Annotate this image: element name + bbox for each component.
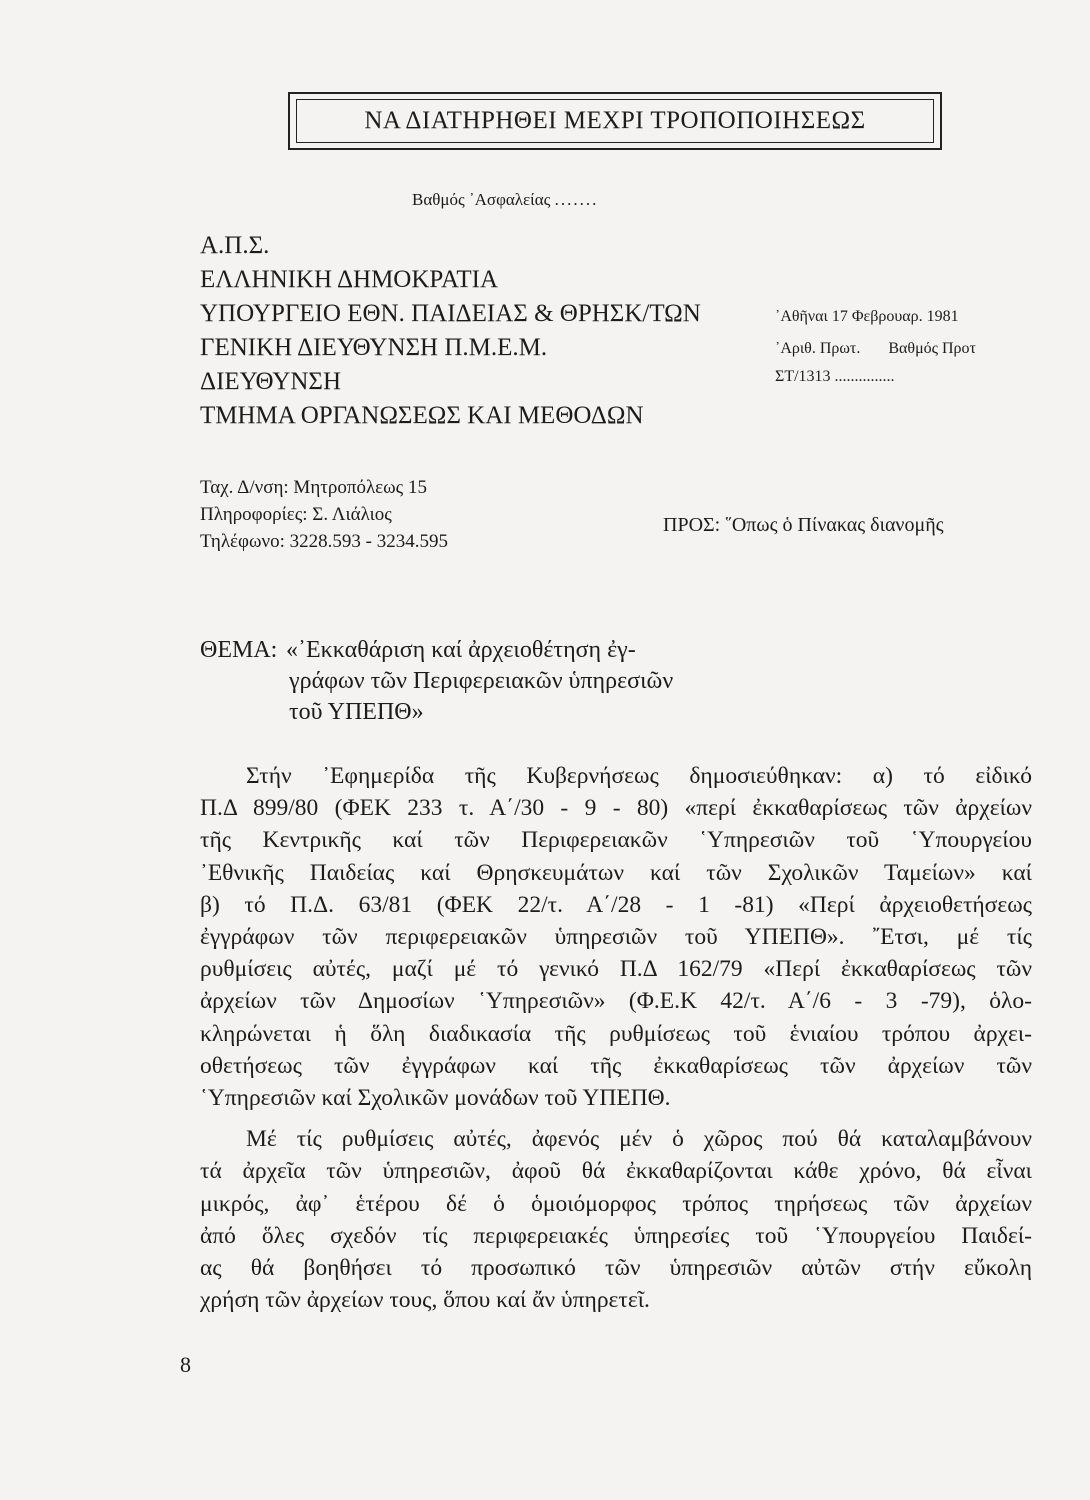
contact-phone: Τηλέφωνο: 3228.593 - 3234.595 [200, 531, 448, 552]
page-number: 8 [180, 1352, 191, 1377]
protocol-labels [775, 340, 976, 358]
body-paragraph-2 [200, 1123, 1032, 1316]
header-line-directorate: ΔΙΕΥΘΥΝΣΗ [200, 368, 342, 395]
header-line-republic: ΕΛΛΗΝΙΚΗ ΔΗΜΟΚΡΑΤΙΑ [200, 266, 498, 293]
recipient: ΠΡΟΣ: ῞Οπως ὁ Πίνακας διανομῆς [663, 514, 944, 536]
body-line: Στήν ᾽Εφημερίδα τῆς Κυβερνήσεως δημοσιεύθηκαν: α) τό εἰδικό [246, 763, 1032, 789]
body-line: ἀρχείων τῶν Δημοσίων ῾Υπηρεσιῶν» (Φ.Ε.Κ 42/τ. Α΄/6 - 3 -79), ὁλο- [200, 988, 1032, 1015]
body-line: κληρώνεται ἡ ὅλη διαδικασία τῆς ρυθμίσεως τοῦ ἑνιαίου τρόπου ἀρχει- [200, 1020, 1032, 1047]
header-line-department: ΤΜΗΜΑ ΟΡΓΑΝΩΣΕΩΣ ΚΑΙ ΜΕΘΟΔΩΝ [200, 402, 644, 429]
body-line: ῾Υπηρεσιῶν καί Σχολικῶν μονάδων τοῦ ΥΠΕΠΘ. [200, 1085, 671, 1112]
body-line: ἐγγράφων τῶν περιφερειακῶν ὑπηρεσιῶν τοῦ ΥΠΕΠΘ». ῎Ετσι, μέ τίς [200, 924, 1032, 951]
security-classification [412, 190, 598, 210]
header-line-general-directorate: ΓΕΝΙΚΗ ΔΙΕΥΘΥΝΣΗ Π.Μ.Ε.Μ. [200, 334, 548, 361]
retention-notice-text: ΝΑ ΔΙΑΤΗΡΗΘΕΙ ΜΕΧΡΙ ΤΡΟΠΟΠΟΙΗΣΕΩΣ [296, 99, 934, 143]
body-line: οθετήσεως τῶν ἐγγράφων καί τῆς ἐκκαθαρίσεως τῶν ἀρχείων τῶν [200, 1052, 1032, 1079]
contact-block [200, 474, 448, 555]
protocol-label: ᾽Αριθ. Πρωτ. [775, 340, 861, 357]
security-label: Βαθμός ᾽Ασφαλείας [412, 190, 551, 209]
body-line: ᾽Εθνικῆς Παιδείας καί Θρησκευμάτων καί τῶν Σχολικῶν Ταμείων» καί [200, 859, 1032, 886]
contact-address: Ταχ. Δ/νση: Μητροπόλεως 15 [200, 477, 427, 498]
retention-notice-box [288, 92, 942, 150]
body-line: ἀπό ὅλες σχεδόν τίς περιφερειακές ὑπηρεσίες τοῦ ῾Υπουργείου Παιδεί- [200, 1222, 1032, 1249]
body-paragraph-1 [200, 760, 1032, 1114]
body-line: β) τό Π.Δ. 63/81 (ΦΕΚ 22/τ. Α΄/28 - 1 -81) «Περί ἀρχειοθετήσεως [200, 891, 1032, 918]
body-line: Π.Δ 899/80 (ΦΕΚ 233 τ. Α΄/30 - 9 - 80) «περί ἐκκαθαρίσεως τῶν ἀρχείων [200, 795, 1032, 822]
document-date: ᾽Αθῆναι 17 Φεβρουαρ. 1981 [775, 308, 959, 325]
subject-block [200, 635, 673, 728]
subject-line-1: «᾽Εκκαθάριση καί ἀρχειοθέτηση ἐγ- [286, 637, 636, 663]
subject-label: ΘΕΜΑ: [200, 637, 278, 663]
body-line: τῆς Κεντρικῆς καί τῶν Περιφερειακῶν ῾Υπηρεσιῶν τοῦ ῾Υπουργείου [200, 827, 1032, 854]
body-line: ας θά βοηθήσει τό προσωπικό τῶν ὑπηρεσιῶν αὐτῶν στήν εὔκολη [200, 1255, 1032, 1282]
subject-line-3: τοῦ ΥΠΕΠΘ» [289, 699, 424, 725]
subject-line-2: γράφων τῶν Περιφερειακῶν ὑπηρεσιῶν [289, 668, 674, 694]
body-text [200, 760, 1032, 1316]
contact-info: Πληροφορίες: Σ. Λιάλιος [200, 504, 392, 525]
body-line: Μέ τίς ρυθμίσεις αὐτές, ἀφενός μέν ὁ χῶρος πού θά καταλαμβάνουν [246, 1126, 1032, 1153]
header-line-aps: Α.Π.Σ. [200, 232, 270, 259]
protocol-number: ΣΤ/1313 ............... [775, 368, 895, 385]
security-dots: ....... [554, 190, 599, 209]
body-line: χρήση τῶν ἀρχείων τους, ὅπου καί ἄν ὑπηρετεῖ. [200, 1287, 650, 1314]
priority-label: Βαθμός Προτ [888, 340, 976, 357]
header-line-ministry: ΥΠΟΥΡΓΕΙΟ ΕΘΝ. ΠΑΙΔΕΙΑΣ & ΘΡΗΣΚ/ΤΩΝ [200, 300, 701, 327]
body-line: τά ἀρχεῖα τῶν ὑπηρεσιῶν, ἀφοῦ θά ἐκκαθαρίζονται κάθε χρόνο, θά εἶναι [200, 1158, 1032, 1185]
body-line: ρυθμίσεις αὐτές, μαζί μέ τό γενικό Π.Δ 162/79 «Περί ἐκκαθαρίσεως τῶν [200, 956, 1032, 983]
body-line: μικρός, ἀφ᾽ ἑτέρου δέ ὁ ὁμοιόμορφος τρόπος τηρήσεως τῶν ἀρχείων [200, 1190, 1032, 1217]
issuing-authority [200, 229, 701, 433]
